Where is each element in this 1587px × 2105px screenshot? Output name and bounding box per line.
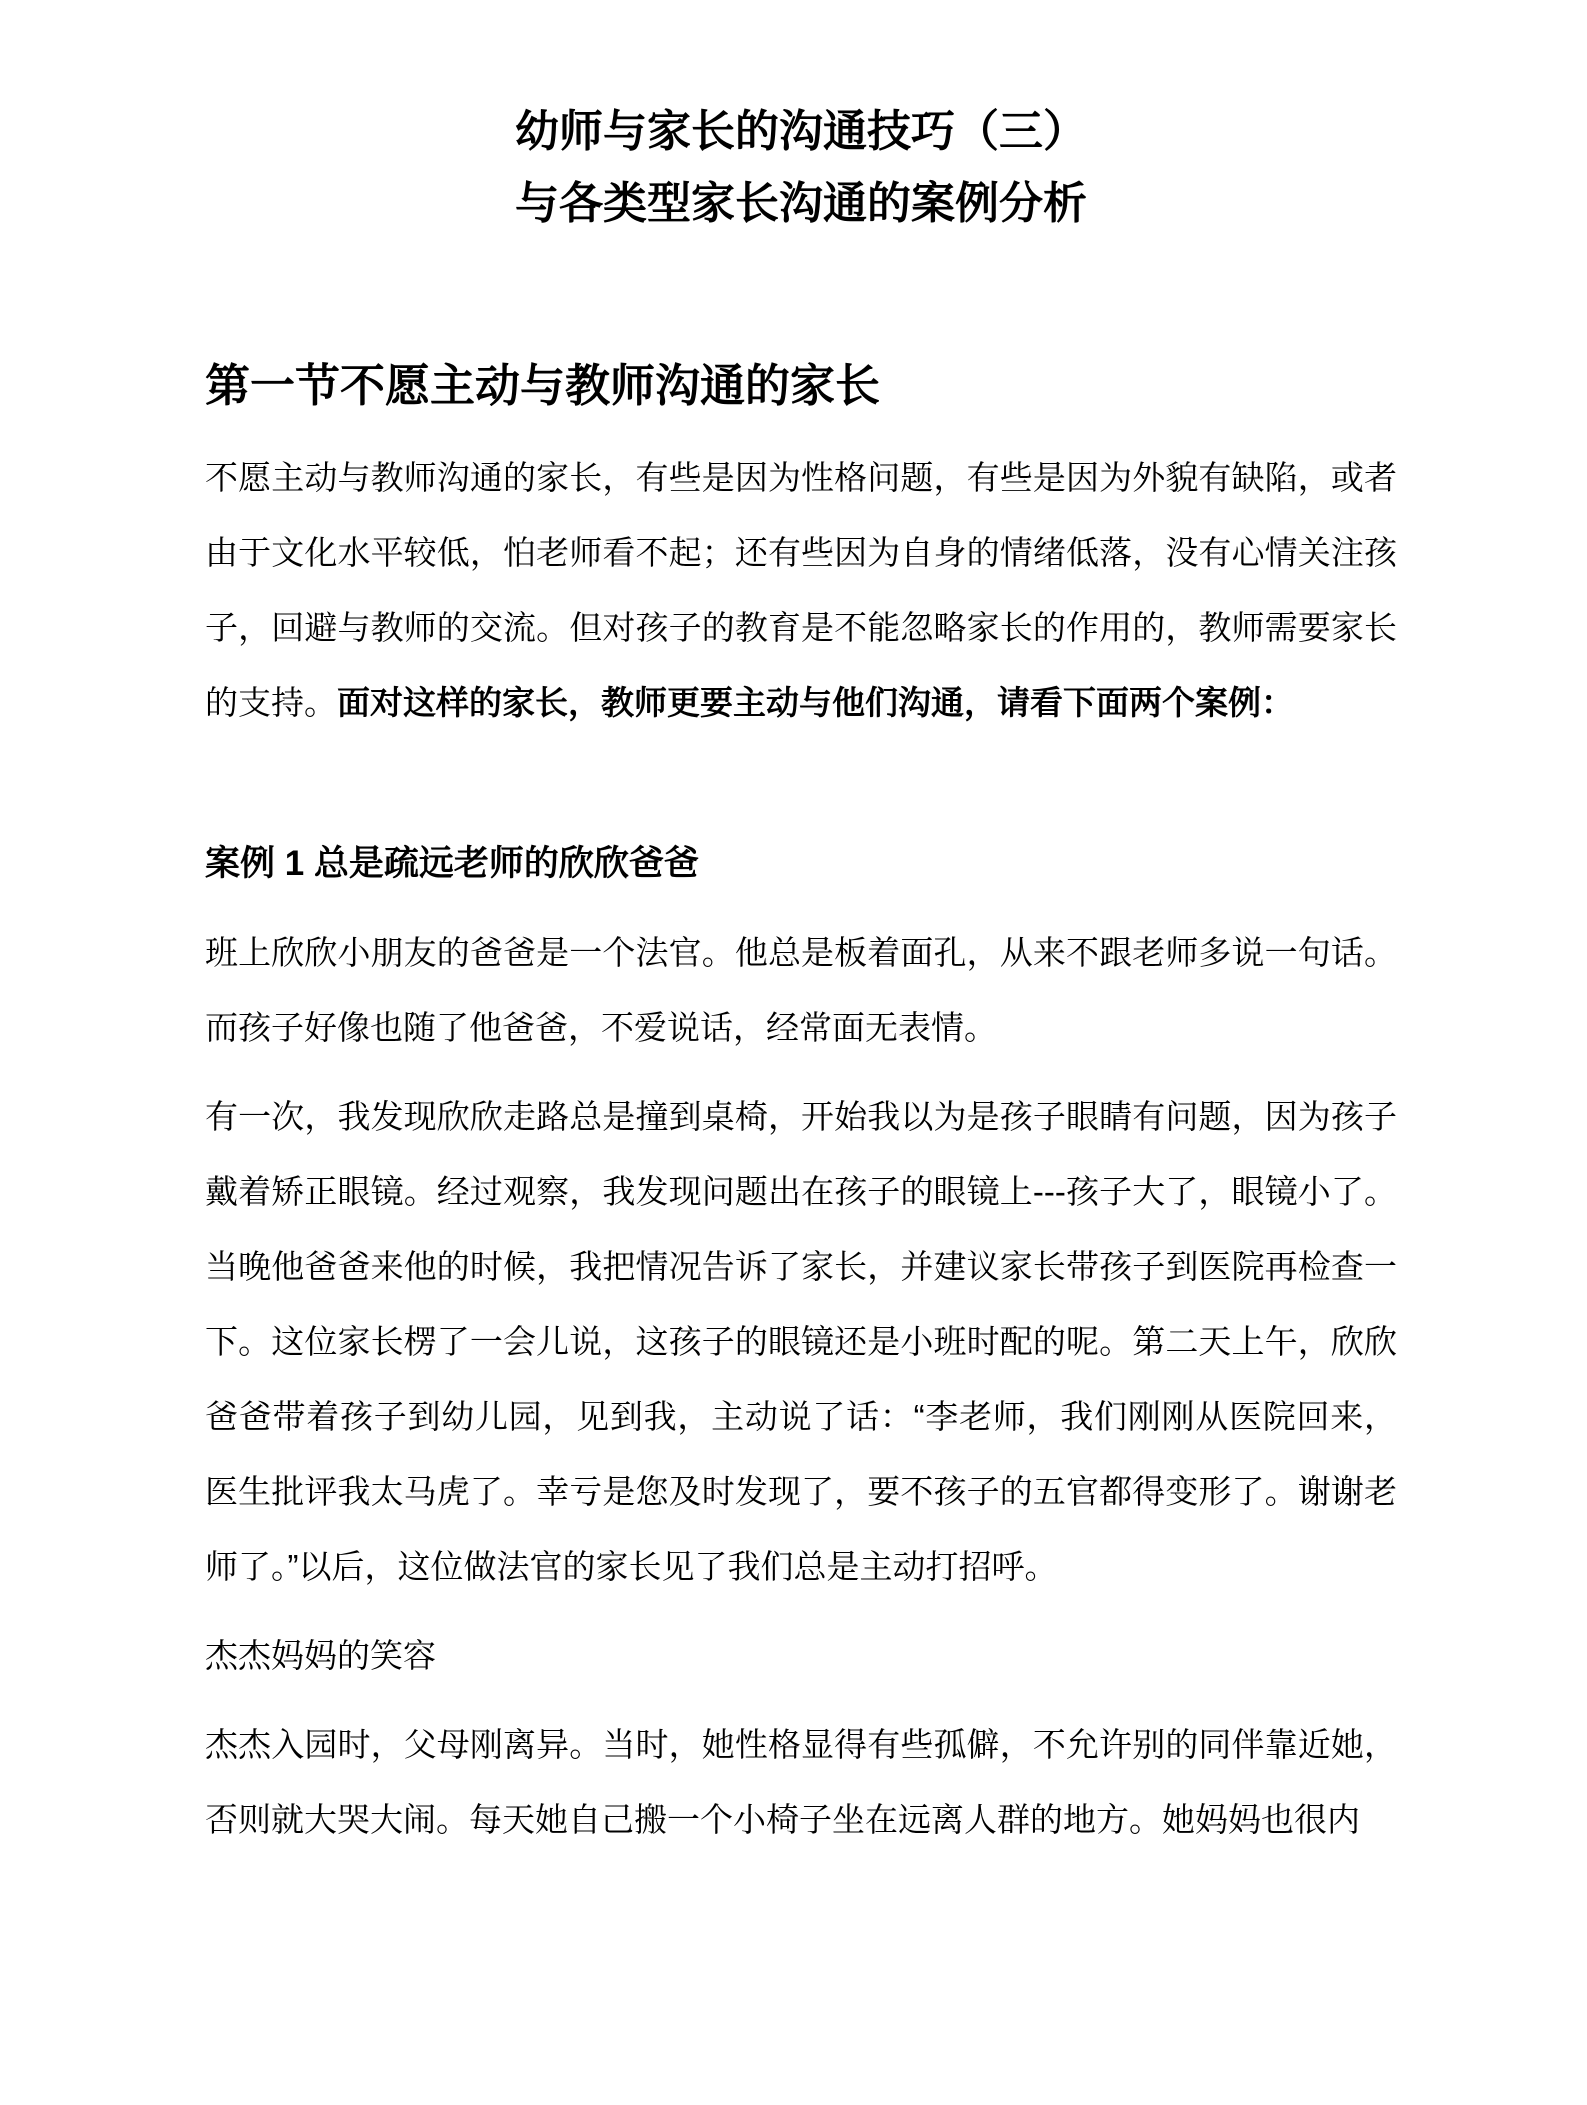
case1-paragraph-1: 班上欣欣小朋友的爸爸是一个法官。他总是板着面孔，从来不跟老师多说一句话。而孩子好像也随了他爸爸，不爱说话，经常面无表情。: [205, 934, 1397, 1047]
case1-heading: 案例 1 总是疏远老师的欣欣爸爸: [205, 844, 699, 884]
case1-paragraph-2: 有一次，我发现欣欣走路总是撞到桌椅，开始我以为是孩子眼睛有问题，因为孩子戴着矫正眼镜。经过观察，我发现问题出在孩子的眼镜上---孩子大了，眼镜小了。当晚他爸爸来他的时候，我把情况告诉了家长，并建议家长带孩子到医院再检查一下。这位家长楞了一会儿说，这孩子的眼镜还是小班时配的呢。第二天上午，欣欣爸爸带着孩子到幼儿园，见到我，主动说了话：“李老师，我们刚刚从医院回来，医生批评我太马虎了。幸亏是您及时发现了，要不孩子的五官都得变形了。谢谢老师了。”以后，这位做法官的家长见了我们总是主动打招呼。: [205, 1098, 1397, 1586]
section-heading: 第一节不愿主动与教师沟通的家长: [205, 360, 881, 411]
title-line-2: 与各类型家长沟通的案例分析: [515, 179, 1087, 228]
case1-paragraph-4: 杰杰入园时，父母刚离异。当时，她性格显得有些孤僻，不允许别的同伴靠近她，否则就大哭大闹。每天她自己搬一个小椅子坐在远离人群的地方。她妈妈也很内: [205, 1726, 1397, 1839]
intro-text: 不愿主动与教师沟通的家长，有些是因为性格问题，有些是因为外貌有缺陷，或者由于文化水平较低，怕老师看不起；还有些因为自身的情绪低落，没有心情关注孩子，回避与教师的交流。但对孩子的教育是不能忽略家长的作用的，教师需要家长的支持。: [205, 459, 1397, 722]
intro-emphasis-text: 面对这样的家长，教师更要主动与他们沟通，请看下面两个案例：: [337, 684, 1294, 722]
case1-paragraph-3: 杰杰妈妈的笑容: [205, 1637, 436, 1675]
document-title: [205, 96, 1397, 240]
intro-paragraph: [205, 440, 1397, 740]
title-line-1: 幼师与家长的沟通技巧（三）: [515, 107, 1087, 156]
